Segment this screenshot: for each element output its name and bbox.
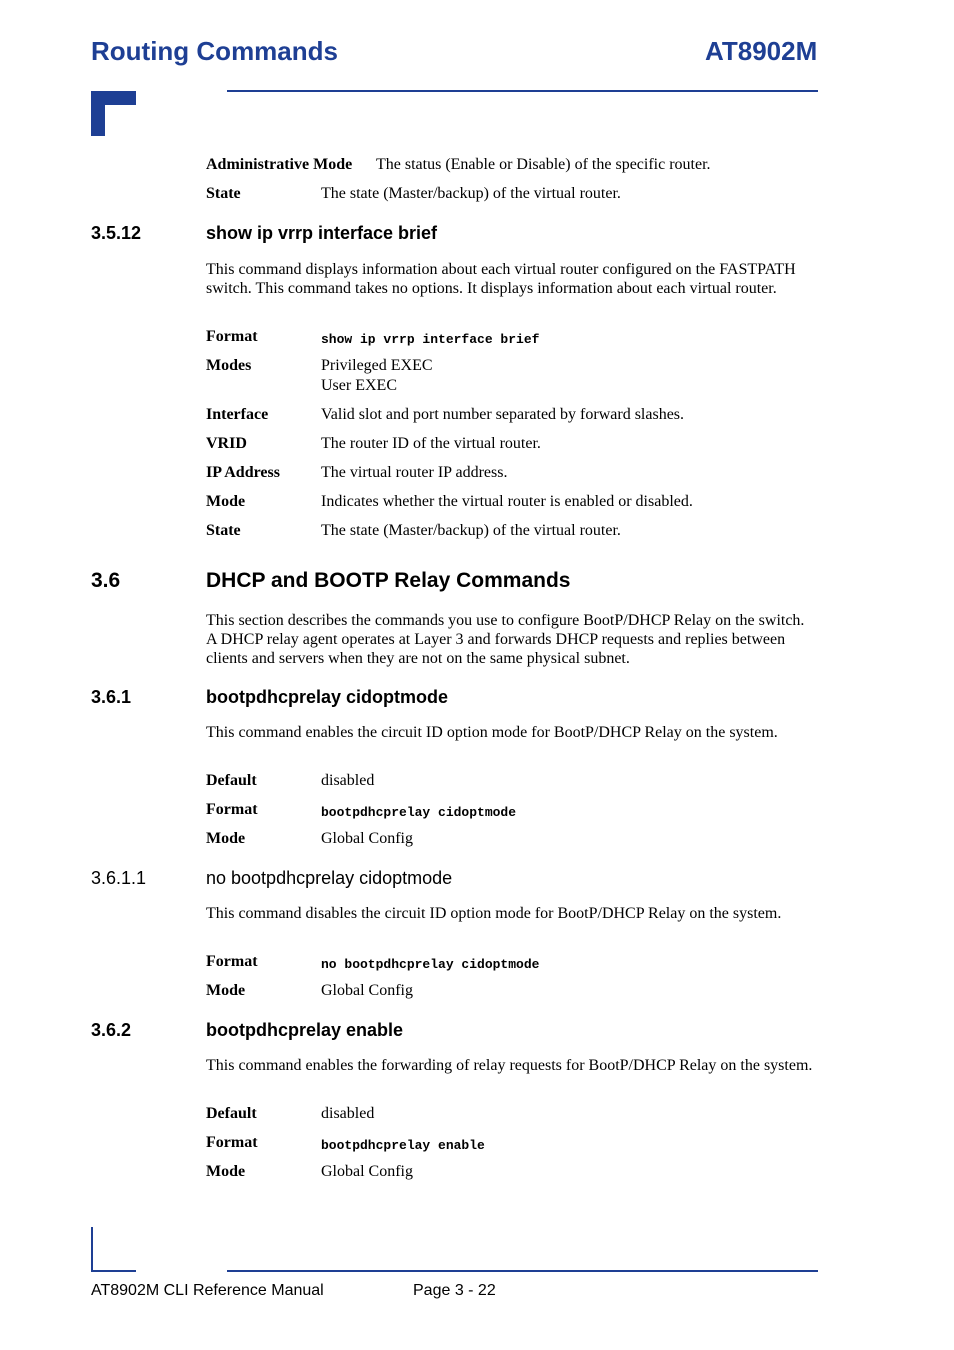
row-label: Mode xyxy=(206,830,246,847)
row-value: The virtual router IP address. xyxy=(321,464,508,481)
row-label: Mode xyxy=(206,1163,246,1180)
row-value: disabled xyxy=(321,772,375,789)
command-syntax: bootpdhcprelay cidoptmode xyxy=(321,805,517,820)
section-paragraph: This command enables the circuit ID option mode for BootP/DHCP Relay on the system. xyxy=(206,724,778,741)
row-value: The router ID of the virtual router. xyxy=(321,435,541,452)
footer-corner-horizontal xyxy=(91,1270,136,1272)
footer-rule xyxy=(227,1270,818,1272)
section-number: 3.6.2 xyxy=(91,1020,132,1040)
row-label: Format xyxy=(206,801,258,818)
footer-corner-vertical xyxy=(91,1227,93,1272)
row-label: Format xyxy=(206,1134,258,1151)
row-value: User EXEC xyxy=(321,377,397,394)
row-label: Mode xyxy=(206,982,246,999)
row-label: Format xyxy=(206,328,258,345)
header-product: AT8902M xyxy=(705,36,818,66)
header-rule xyxy=(227,90,818,92)
row-value: Indicates whether the virtual router is enabled or disabled. xyxy=(321,493,693,510)
row-value: The state (Master/backup) of the virtual router. xyxy=(321,522,621,539)
row-value: The state (Master/backup) of the virtual router. xyxy=(321,185,621,202)
corner-mark-horizontal xyxy=(91,91,136,105)
header-title: Routing Commands xyxy=(91,36,338,66)
section-paragraph: This command enables the forwarding of relay requests for BootP/DHCP Relay on the system. xyxy=(206,1057,813,1074)
section-title: bootpdhcprelay cidoptmode xyxy=(206,687,449,707)
section-title: no bootpdhcprelay cidoptmode xyxy=(206,868,453,888)
row-label: Mode xyxy=(206,493,246,510)
command-syntax: bootpdhcprelay enable xyxy=(321,1138,485,1153)
row-value: Global Config xyxy=(321,830,413,847)
row-label: Modes xyxy=(206,357,252,374)
row-label: Format xyxy=(206,953,258,970)
section-number: 3.5.12 xyxy=(91,223,142,243)
section-paragraph: This section describes the commands you use to configure BootP/DHCP Relay on the switch. A DHCP relay agent operates at Layer 3 and forwards DHCP requests and replies between clients and servers when they are not on the same physical subnet. xyxy=(206,612,805,667)
footer-manual-title: AT8902M CLI Reference Manual xyxy=(91,1282,324,1299)
section-number: 3.6.1 xyxy=(91,687,132,707)
row-value: disabled xyxy=(321,1105,375,1122)
row-value: Global Config xyxy=(321,982,413,999)
row-label: VRID xyxy=(206,435,247,452)
section-title: bootpdhcprelay enable xyxy=(206,1020,404,1040)
row-label: State xyxy=(206,522,241,539)
section-paragraph: This command displays information about each virtual router configured on the FASTPATH switch. This command takes no options. It displays information about each virtual router. xyxy=(206,261,796,297)
row-value: Privileged EXEC xyxy=(321,357,433,374)
section-title: DHCP and BOOTP Relay Commands xyxy=(206,569,571,592)
row-label: Default xyxy=(206,772,257,789)
command-syntax: show ip vrrp interface brief xyxy=(321,332,540,347)
section-paragraph: This command disables the circuit ID option mode for BootP/DHCP Relay on the system. xyxy=(206,905,782,922)
section-number: 3.6.1.1 xyxy=(91,868,147,888)
row-value: The status (Enable or Disable) of the specific router. xyxy=(376,156,711,173)
section-number: 3.6 xyxy=(91,569,121,592)
row-label: Interface xyxy=(206,406,269,423)
row-label: IP Address xyxy=(206,464,280,481)
command-syntax: no bootpdhcprelay cidoptmode xyxy=(321,957,540,972)
row-value: Valid slot and port number separated by forward slashes. xyxy=(321,406,685,423)
footer-page-number: Page 3 - 22 xyxy=(413,1282,496,1299)
row-label: Administrative Mode xyxy=(206,156,353,173)
section-title: show ip vrrp interface brief xyxy=(206,223,438,243)
row-label: Default xyxy=(206,1105,257,1122)
row-label: State xyxy=(206,185,241,202)
row-value: Global Config xyxy=(321,1163,413,1180)
